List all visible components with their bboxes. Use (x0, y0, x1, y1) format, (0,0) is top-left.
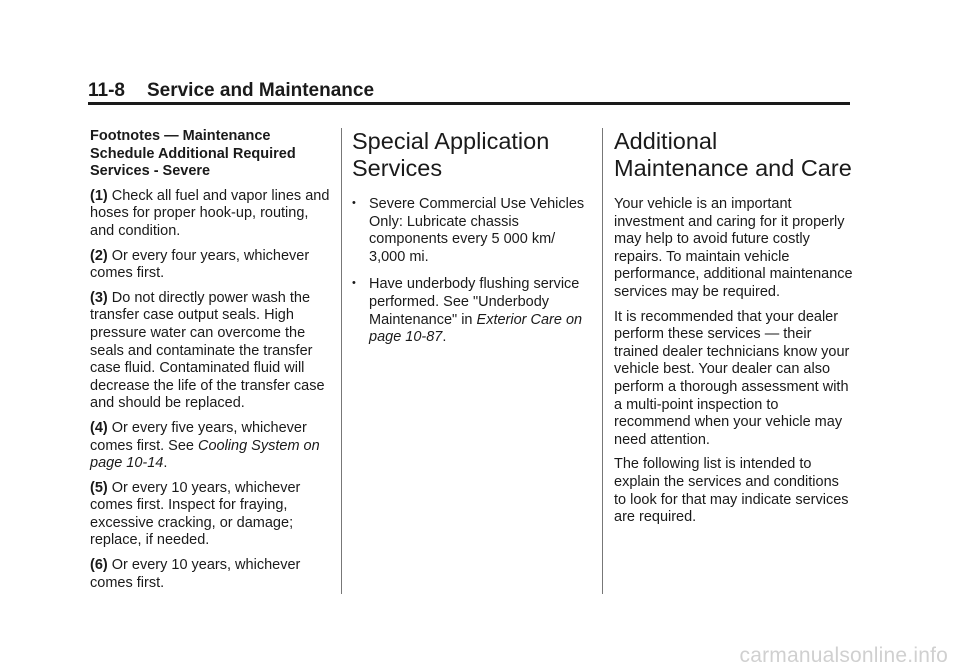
footnote-text: Or every four years, whichever comes first. (90, 247, 310, 282)
watermark: carmanualsonline.info (739, 644, 948, 667)
list-item-tail: . (442, 329, 447, 346)
page-number: 11-8 (88, 80, 125, 101)
footnotes-title: Footnotes — Maintenance Schedule Additional Required Services - Severe (90, 128, 296, 180)
column-additional-care (614, 128, 854, 534)
footnote-label: (6) (90, 557, 108, 574)
footnote-2 (90, 248, 330, 283)
list-item-text: Severe Commercial Use Vehicles Only: Lubricate chassis components every 5 000 km/ 3,000 mi. (369, 196, 585, 265)
header-rule (88, 102, 850, 105)
footnote-label: (1) (90, 187, 108, 204)
footnote-label: (4) (90, 419, 108, 436)
section-heading: Special Application Services (352, 128, 550, 181)
page-header (88, 80, 850, 102)
bullet-icon: • (352, 277, 356, 290)
footnote-text: Or every five years, whichever comes first. See (90, 419, 307, 454)
paragraph: The following list is intended to explain the services and conditions to look for that may indicate services are required. (614, 456, 849, 526)
list-item (352, 196, 592, 266)
footnote-6 (90, 557, 330, 592)
footnote-label: (3) (90, 289, 108, 306)
section-title: Service and Maintenance (146, 80, 375, 101)
footnote-label: (5) (90, 479, 108, 496)
bullet-list (352, 196, 592, 347)
footnote-5 (90, 480, 330, 550)
paragraph: It is recommended that your dealer perform these services — their trained dealer technicians know your vehicle best. Your dealer can also perform a thorough assessment with a multi-point inspection to recommend when your vehicle may need attention. (614, 308, 850, 448)
cross-reference-link[interactable]: Exterior Care on page 10-87 (369, 311, 583, 346)
column-divider-2 (602, 128, 603, 594)
footnote-text: Or every 10 years, whichever comes first. Inspect for fraying, excessive cracking, or damage; replace, if needed. (90, 479, 301, 549)
footnote-4 (90, 420, 330, 473)
paragraph: Your vehicle is an important investment and caring for it properly may help to avoid future costly repairs. To maintain vehicle performance, additional maintenance services may be required. (614, 196, 853, 300)
column-divider-1 (341, 128, 342, 594)
column-special-services (352, 128, 592, 357)
footnote-3 (90, 290, 330, 413)
footnote-1 (90, 188, 330, 241)
list-item (352, 276, 592, 346)
footnote-text: Or every 10 years, whichever comes first. (90, 557, 301, 591)
footnote-text: Check all fuel and vapor lines and hoses for proper hook-up, routing, and condition. (90, 187, 330, 239)
bullet-icon: • (352, 197, 356, 209)
section-heading: Additional Maintenance and Care (614, 128, 852, 181)
cross-reference-link[interactable]: Cooling System on page 10-14 (90, 437, 320, 472)
column-footnotes (90, 128, 330, 599)
footnote-label: (2) (90, 247, 108, 264)
footnote-text: Do not directly power wash the transfer case output seals. High pressure water can overcome the seals and contaminate the transfer case fluid. Contaminated fluid will decrease the life of the transfer case and should be replaced. (90, 289, 325, 412)
list-item-text: Have underbody flushing service performed. See "Underbody Maintenance" in (369, 276, 580, 328)
footnote-tail: . (163, 455, 168, 472)
